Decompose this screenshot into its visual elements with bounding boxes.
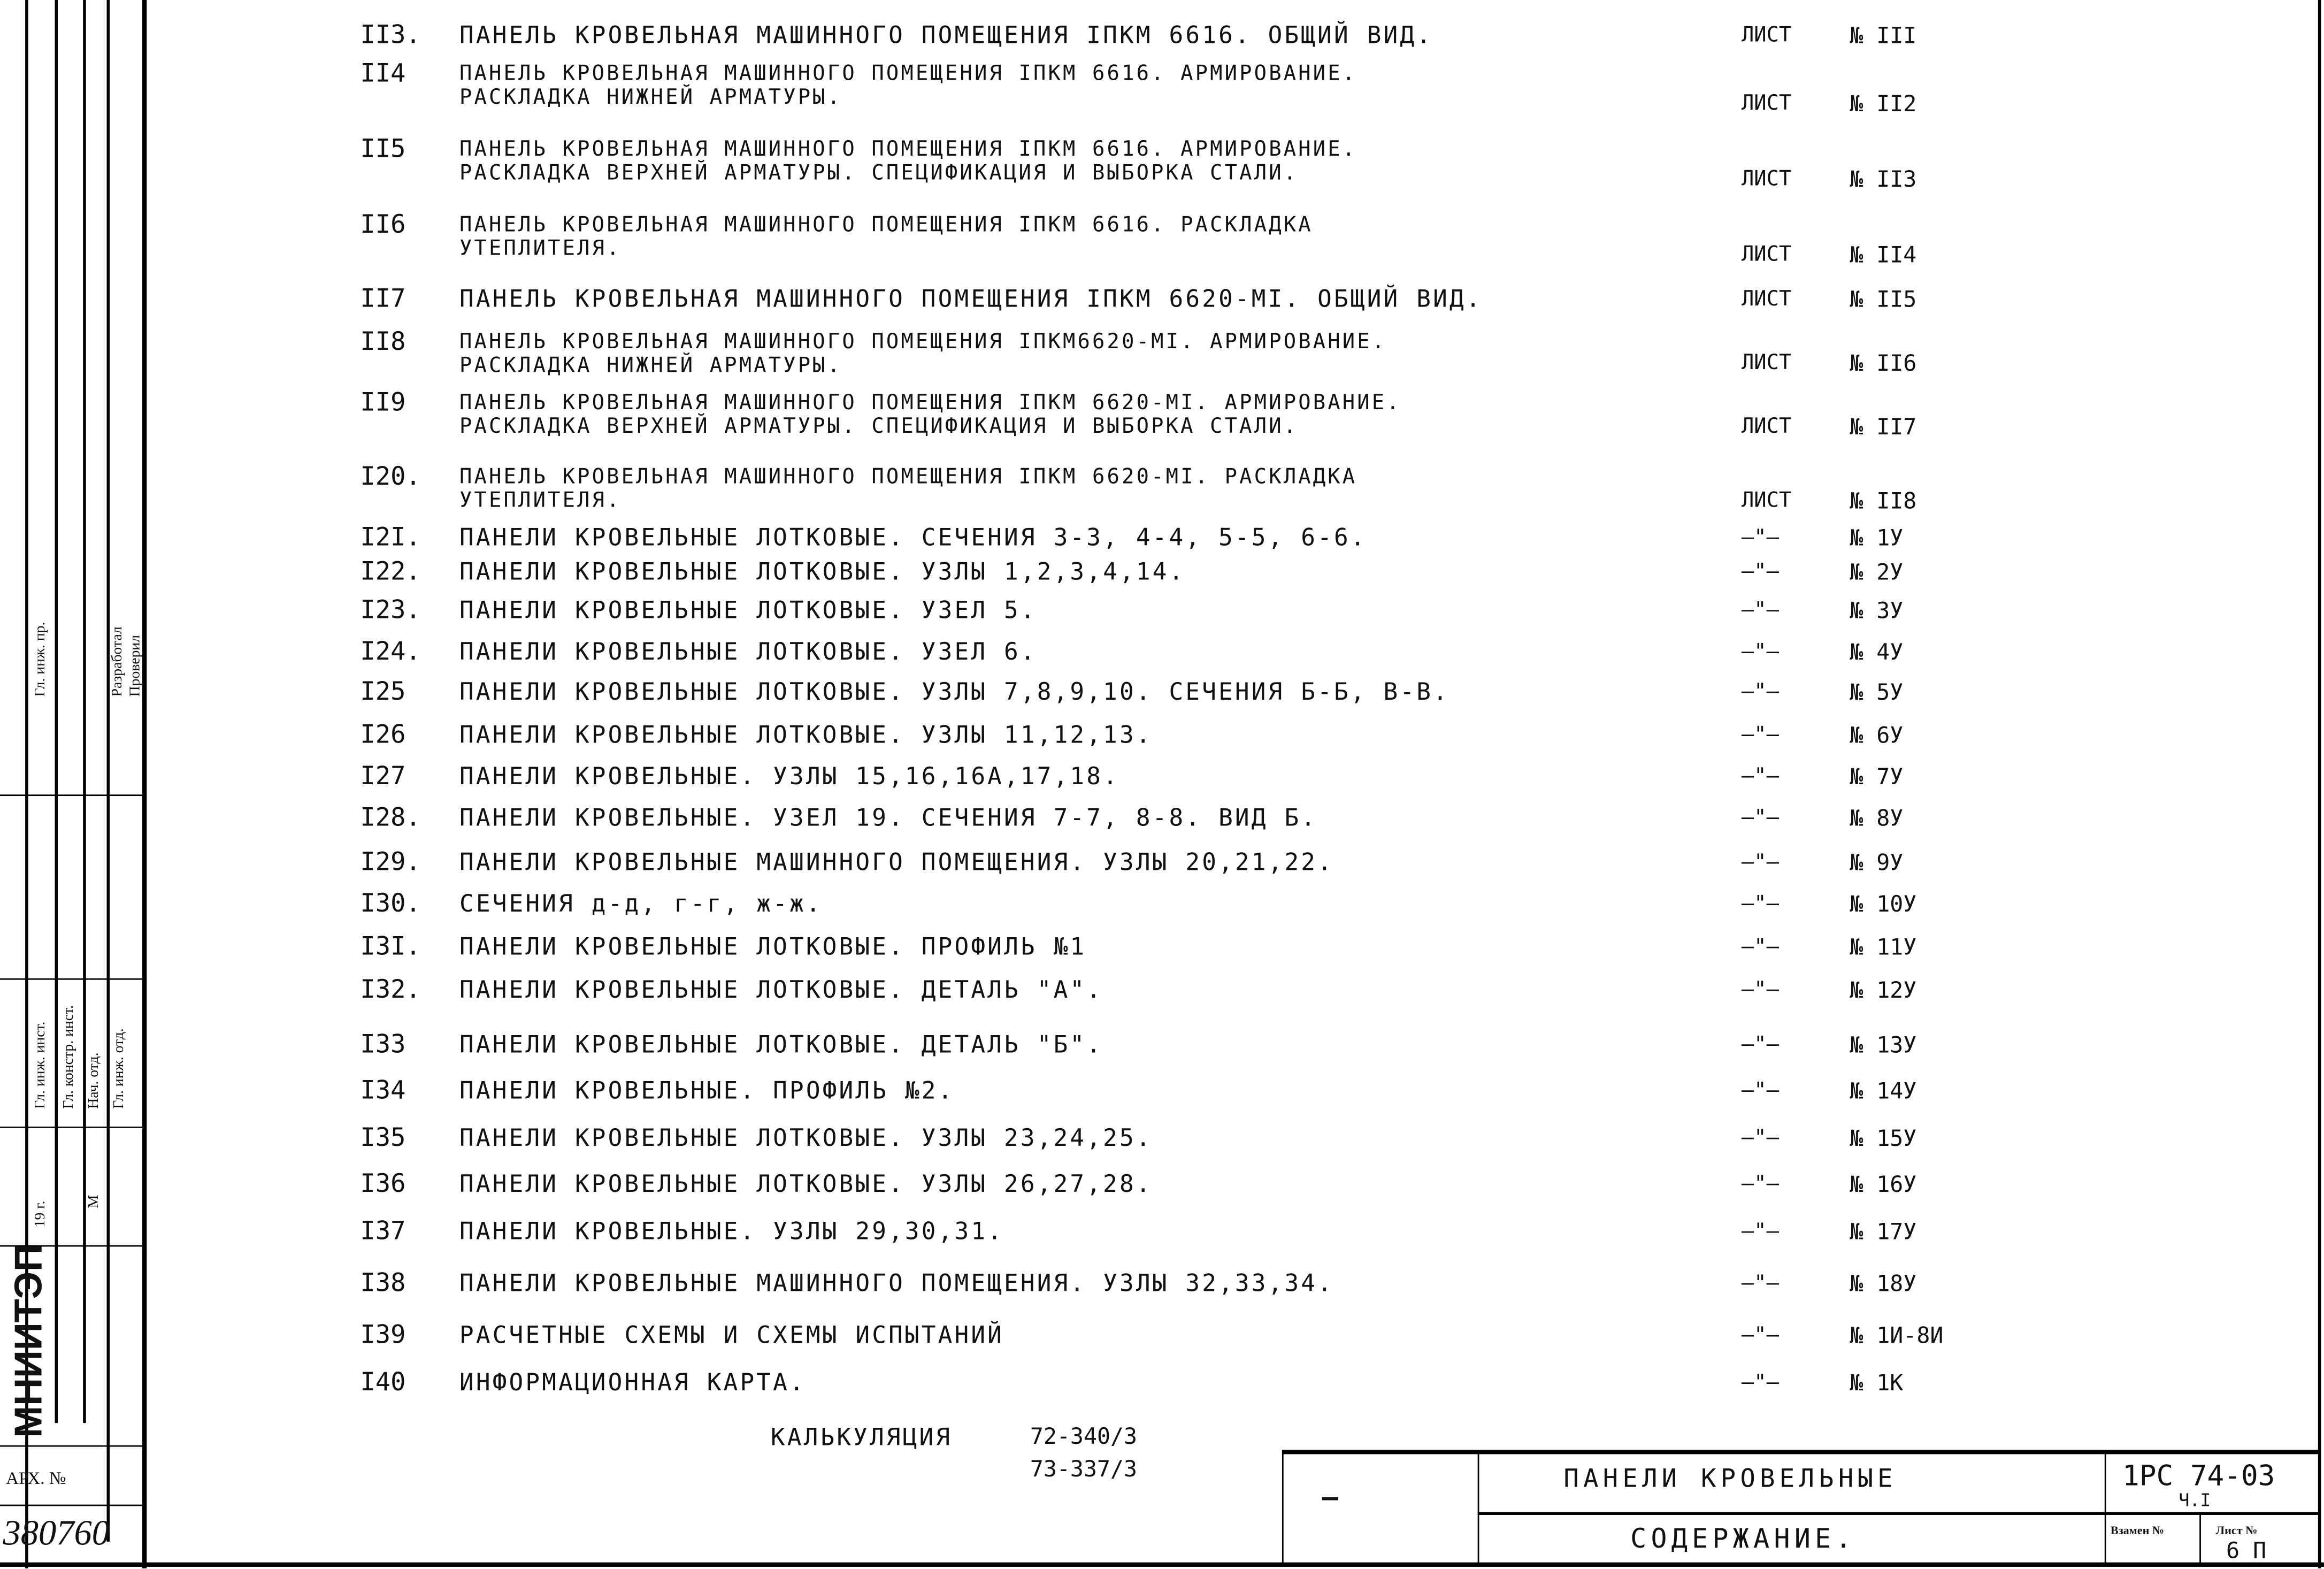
sheet-subtitle: СОДЕРЖАНИЕ. [1630, 1524, 1856, 1555]
row-number: I35 [360, 1123, 406, 1153]
row-ref-type: —"— [1741, 1033, 1780, 1057]
row-number: II9 [360, 388, 406, 418]
row-ref-type: —"— [1741, 1079, 1780, 1103]
strip-line [55, 0, 58, 1423]
row-ref-type: ЛИСТ [1741, 489, 1792, 513]
row-sheet-ref: № 11У [1850, 933, 1917, 961]
row-ref-type: —"— [1741, 1371, 1780, 1395]
row-title: ПАНЕЛИ КРОВЕЛЬНЫЕ ЛОТКОВЫЕ. ДЕТАЛЬ "А". [459, 975, 1103, 1004]
strip-line [83, 0, 86, 1423]
row-number: I25 [360, 677, 406, 707]
row-sheet-ref: № 14У [1850, 1077, 1917, 1105]
row-sheet-ref: № 1К [1850, 1369, 1904, 1397]
row-sheet-ref: № II8 [1850, 487, 1917, 515]
row-title: ПАНЕЛИ КРОВЕЛЬНЫЕ ЛОТКОВЫЕ. СЕЧЕНИЯ 3-3, 4-4, 5-5, 6-6. [459, 523, 1367, 552]
row-title: ПАНЕЛИ КРОВЕЛЬНЫЕ МАШИННОГО ПОМЕЩЕНИЯ. УЗЛЫ 32,33,34. [459, 1268, 1334, 1297]
row-sheet-ref: № II2 [1850, 90, 1917, 117]
title-block-top [1282, 1450, 2320, 1454]
row-title: ПАНЕЛЬ КРОВЕЛЬНАЯ МАШИННОГО ПОМЕЩЕНИЯ IПКМ 6620-MI. ОБЩИЙ ВИД. [459, 285, 1483, 313]
tb-line [2105, 1450, 2106, 1565]
row-sheet-ref: № 18У [1850, 1270, 1917, 1297]
row-sheet-ref: № 6У [1850, 722, 1904, 749]
row-title: УТЕПЛИТЕЛЯ. [459, 237, 622, 261]
row-title: ПАНЕЛИ КРОВЕЛЬНЫЕ. УЗЕЛ 19. СЕЧЕНИЯ 7-7, 8-8. ВИД Б. [459, 803, 1318, 832]
strip-divider [0, 1445, 142, 1447]
row-ref-type: ЛИСТ [1741, 167, 1792, 192]
role-label: Разработал [110, 626, 126, 697]
row-title: УТЕПЛИТЕЛЯ. [459, 489, 622, 513]
row-ref-type: ЛИСТ [1741, 415, 1792, 439]
row-ref-type: —"— [1741, 935, 1780, 959]
row-number: I27 [360, 762, 406, 792]
row-title: РАСКЛАДКА НИЖНЕЙ АРМАТУРЫ. [459, 354, 842, 378]
row-title: РАСЧЕТНЫЕ СХЕМЫ И СХЕМЫ ИСПЫТАНИЙ [459, 1320, 1004, 1349]
row-number: II4 [360, 59, 406, 89]
row-title: ПАНЕЛЬ КРОВЕЛЬНАЯ МАШИННОГО ПОМЕЩЕНИЯ IПКМ 6616. ОБЩИЙ ВИД. [459, 20, 1433, 49]
row-sheet-ref: № 10У [1850, 891, 1917, 918]
row-number: I32. [360, 975, 421, 1005]
row-title: ПАНЕЛИ КРОВЕЛЬНЫЕ ЛОТКОВЫЕ. УЗЛЫ 7,8,9,10. СЕЧЕНИЯ Б-Б, В-В. [459, 677, 1449, 706]
role-label: Нач. отд. [86, 1052, 103, 1109]
row-title: ПАНЕЛЬ КРОВЕЛЬНАЯ МАШИННОГО ПОМЕЩЕНИЯ IПКМ 6620-MI. АРМИРОВАНИЕ. [459, 391, 1401, 415]
role-label: Гл. инж. инст. [32, 1021, 49, 1109]
strip-divider [0, 978, 142, 980]
row-ref-type: —"— [1741, 978, 1780, 1002]
row-ref-type: —"— [1741, 599, 1780, 623]
row-sheet-ref: № II4 [1850, 241, 1917, 269]
row-number: I40 [360, 1368, 406, 1398]
row-sheet-ref: № 17У [1850, 1218, 1917, 1245]
row-ref-type: —"— [1741, 1323, 1780, 1348]
row-title: РАСКЛАДКА ВЕРХНЕЙ АРМАТУРЫ. СПЕЦИФИКАЦИЯ И ВЫБОРКА СТАЛИ. [459, 162, 1299, 186]
row-ref-type: —"— [1741, 851, 1780, 875]
calc-label: КАЛЬКУЛЯЦИЯ [770, 1423, 953, 1451]
arch-label: АРХ. № [6, 1467, 66, 1489]
row-title: ПАНЕЛЬ КРОВЕЛЬНАЯ МАШИННОГО ПОМЕЩЕНИЯ IПКМ 6620-MI. РАСКЛАДКА [459, 465, 1357, 489]
role-label: Гл. инж. отд. [111, 1028, 128, 1109]
row-number: I20. [360, 462, 421, 492]
row-number: II5 [360, 135, 406, 165]
strip-line [107, 0, 110, 1542]
row-title: ПАНЕЛИ КРОВЕЛЬНЫЕ ЛОТКОВЫЕ. УЗЛЫ 23,24,25. [459, 1123, 1153, 1152]
row-sheet-ref: № 16У [1850, 1171, 1917, 1198]
row-sheet-ref: № 9У [1850, 849, 1904, 876]
row-number: II8 [360, 327, 406, 357]
row-number: I22. [360, 557, 421, 587]
row-ref-type: —"— [1741, 526, 1780, 550]
tb-line [1478, 1450, 1479, 1565]
row-title: ПАНЕЛЬ КРОВЕЛЬНАЯ МАШИННОГО ПОМЕЩЕНИЯ IПКМ 6616. АРМИРОВАНИЕ. [459, 137, 1357, 162]
role-label: Проверил [127, 634, 144, 697]
role-label: Гл. инж. пр. [32, 622, 49, 697]
frame-left [142, 0, 147, 1568]
row-ref-type: ЛИСТ [1741, 287, 1792, 311]
row-title: ПАНЕЛИ КРОВЕЛЬНЫЕ ЛОТКОВЫЕ. УЗЕЛ 6. [459, 637, 1037, 666]
sheet-label: Лист № [2215, 1524, 2258, 1537]
row-number: I36 [360, 1169, 406, 1199]
row-sheet-ref: № 7У [1850, 763, 1904, 790]
row-title: ПАНЕЛИ КРОВЕЛЬНЫЕ ЛОТКОВЫЕ. УЗЛЫ 11,12,13. [459, 720, 1153, 749]
row-number: II7 [360, 285, 406, 315]
arch-number: 380760 [3, 1514, 110, 1554]
row-number: I39 [360, 1320, 406, 1351]
row-sheet-ref: № II3 [1850, 166, 1917, 193]
row-sheet-ref: № 3У [1850, 597, 1904, 624]
row-title: ПАНЕЛИ КРОВЕЛЬНЫЕ МАШИННОГО ПОМЕЩЕНИЯ. УЗЛЫ 20,21,22. [459, 848, 1334, 876]
row-ref-type: —"— [1741, 680, 1780, 705]
row-title: ПАНЕЛЬ КРОВЕЛЬНАЯ МАШИННОГО ПОМЕЩЕНИЯ IПКМ 6616. РАСКЛАДКА [459, 213, 1313, 238]
calc-line2: 73-337/3 [1030, 1456, 1138, 1482]
series-part: Ч.I [2179, 1489, 2211, 1511]
row-title: ПАНЕЛИ КРОВЕЛЬНЫЕ ЛОТКОВЫЕ. УЗЛЫ 1,2,3,4,14. [459, 557, 1186, 586]
row-title: ПАНЕЛИ КРОВЕЛЬНЫЕ. УЗЛЫ 15,16,16А,17,18. [459, 762, 1119, 790]
tb-dash: — [1322, 1482, 1338, 1514]
row-number: II6 [360, 210, 406, 240]
row-ref-type: ЛИСТ [1741, 91, 1792, 116]
row-ref-type: —"— [1741, 560, 1780, 584]
row-ref-type: ЛИСТ [1741, 351, 1792, 376]
row-title: ПАНЕЛИ КРОВЕЛЬНЫЕ ЛОТКОВЫЕ. УЗЛЫ 26,27,28. [459, 1169, 1153, 1198]
row-title: ПАНЕЛИ КРОВЕЛЬНЫЕ ЛОТКОВЫЕ. ПРОФИЛЬ №1 [459, 932, 1087, 961]
row-ref-type: —"— [1741, 892, 1780, 916]
row-ref-type: —"— [1741, 723, 1780, 747]
strip-divider [0, 1127, 142, 1128]
row-sheet-ref: № 1И-8И [1850, 1322, 1944, 1349]
row-ref-type: —"— [1741, 1220, 1780, 1244]
row-ref-type: —"— [1741, 806, 1780, 830]
row-sheet-ref: № 15У [1850, 1125, 1917, 1152]
row-number: I30. [360, 889, 421, 920]
row-sheet-ref: № II7 [1850, 414, 1917, 440]
row-title: ПАНЕЛИ КРОВЕЛЬНЫЕ. УЗЛЫ 29,30,31. [459, 1216, 1004, 1245]
row-sheet-ref: № II6 [1850, 349, 1917, 377]
sheet-title: ПАНЕЛИ КРОВЕЛЬНЫЕ [1563, 1464, 1897, 1495]
row-title: РАСКЛАДКА НИЖНЕЙ АРМАТУРЫ. [459, 86, 842, 110]
row-title: ПАНЕЛИ КРОВЕЛЬНЫЕ ЛОТКОВЫЕ. ДЕТАЛЬ "Б". [459, 1030, 1103, 1059]
m-label: М [86, 1195, 103, 1208]
sheet-number: 6 П [2226, 1537, 2267, 1564]
calc-line1: 72-340/3 [1030, 1423, 1138, 1450]
row-ref-type: —"— [1741, 640, 1780, 664]
row-title: ПАНЕЛЬ КРОВЕЛЬНАЯ МАШИННОГО ПОМЕЩЕНИЯ IПКМ6620-MI. АРМИРОВАНИЕ. [459, 330, 1387, 355]
row-title: СЕЧЕНИЯ д-д, г-г, ж-ж. [459, 889, 823, 918]
row-number: I34 [360, 1076, 406, 1106]
row-ref-type: —"— [1741, 764, 1780, 789]
row-title: ИНФОРМАЦИОННАЯ КАРТА. [459, 1368, 806, 1397]
series-code: 1РС 74-03 [2122, 1460, 2275, 1493]
row-number: I38 [360, 1268, 406, 1299]
row-sheet-ref: № 5У [1850, 679, 1904, 706]
row-ref-type: —"— [1741, 1272, 1780, 1296]
org-logo: МНИИТЭП [6, 1244, 51, 1438]
row-sheet-ref: № 2У [1850, 558, 1904, 586]
tb-line [2199, 1512, 2201, 1565]
tb-line [1478, 1512, 2320, 1515]
row-number: I23. [360, 595, 421, 626]
row-number: I37 [360, 1216, 406, 1247]
row-ref-type: —"— [1741, 1172, 1780, 1197]
row-number: I29. [360, 848, 421, 878]
row-ref-type: ЛИСТ [1741, 243, 1792, 267]
row-sheet-ref: № 4У [1850, 639, 1904, 666]
row-number: I28. [360, 803, 421, 833]
row-number: I3I. [360, 932, 421, 962]
row-sheet-ref: № 12У [1850, 977, 1917, 1004]
vzamen-label: Взамен № [2110, 1524, 2165, 1537]
row-number: I26 [360, 720, 406, 751]
row-sheet-ref: № III [1850, 22, 1917, 49]
row-sheet-ref: № 13У [1850, 1031, 1917, 1059]
row-sheet-ref: № 1У [1850, 524, 1904, 552]
row-sheet-ref: № 8У [1850, 805, 1904, 832]
strip-divider [0, 1505, 142, 1506]
row-title: ПАНЕЛИ КРОВЕЛЬНЫЕ ЛОТКОВЫЕ. УЗЕЛ 5. [459, 595, 1037, 624]
strip-divider [0, 794, 142, 796]
frame-right [2318, 0, 2321, 1568]
row-number: I33 [360, 1030, 406, 1060]
row-number: I2I. [360, 523, 421, 553]
row-title: ПАНЕЛЬ КРОВЕЛЬНАЯ МАШИННОГО ПОМЕЩЕНИЯ IПКМ 6616. АРМИРОВАНИЕ. [459, 62, 1357, 86]
year-label: 19 г. [32, 1200, 49, 1228]
row-title: РАСКЛАДКА ВЕРХНЕЙ АРМАТУРЫ. СПЕЦИФИКАЦИЯ И ВЫБОРКА СТАЛИ. [459, 415, 1299, 439]
row-ref-type: ЛИСТ [1741, 24, 1792, 48]
row-title: ПАНЕЛИ КРОВЕЛЬНЫЕ. ПРОФИЛЬ №2. [459, 1076, 955, 1105]
frame-bottom [0, 1563, 2324, 1567]
row-sheet-ref: № II5 [1850, 286, 1917, 313]
row-number: I24. [360, 637, 421, 667]
row-number: II3. [360, 20, 421, 51]
tb-line [1282, 1450, 1284, 1565]
role-label: Гл. констр. инст. [60, 1005, 78, 1109]
row-ref-type: —"— [1741, 1126, 1780, 1151]
